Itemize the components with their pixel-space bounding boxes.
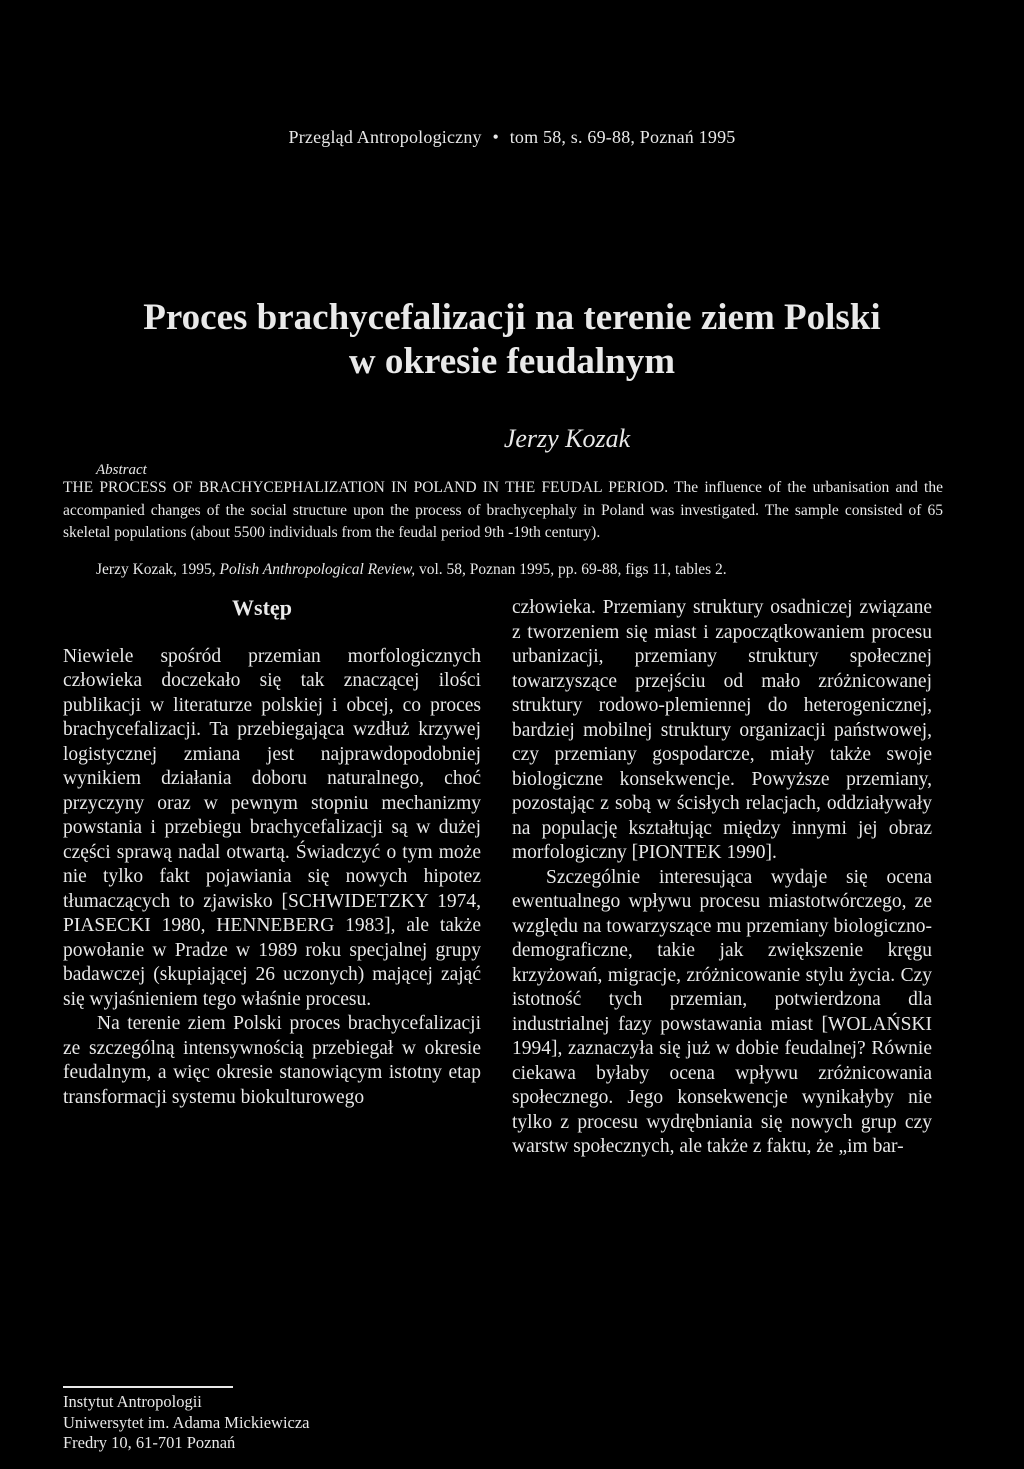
section-title: Wstęp [232,595,292,620]
body-column-left [63,596,481,1110]
journal-volume: tom 58, s. 69-88, Poznań 1995 [509,127,736,147]
author-name: Jerzy Kozak [503,424,631,453]
affiliation [63,1392,310,1454]
affiliation-line-3: Fredry 10, 61-701 Poznań [63,1433,236,1452]
article-title [0,296,1024,384]
citation [96,561,727,579]
paragraph: Na terenie ziem Polski proces brachycefalizacji ze szczególną intensywnością przebiegał w okresie feudalnym, a więc okresie stanowiącym istotny etap transformacji systemu biokulturowego [63,1013,481,1108]
title-line-2: w okresie feudalnym [348,341,676,382]
journal-header [0,127,1024,148]
citation-prefix: Jerzy Kozak, 1995, [96,561,216,578]
title-line-1: Proces brachycefalizacji na terenie ziem Polski [143,297,881,338]
affiliation-line-2: Uniwersytet im. Adama Mickiewicza [63,1412,310,1432]
abstract-label: Abstract [96,462,147,478]
paragraph: Niewiele spośród przemian morfologicznych człowieka doczekało się tak znaczącej ilości publikacji w literaturze polskiej i obcej, co proces brachycefalizacji. Ta przebiegająca wzdłuż krzywej logistycznej zmiana jest najprawdopodobniej wynikiem działania doboru naturalnego, choć przyczyny oraz w pewnym stopniu mechanizmy powstania i przebiegu brachycefalizacji są w dużej części sprawą nadal otwartą. Świadczyć o tym może nie tylko fakt pojawiania się nowych hipotez tłumaczących to zjawisko [SCHWIDETZKY 1974, PIASECKI 1980, HENNEBERG 1983], ale także powołanie w Pradze w 1989 roku specjalnej grupy badawczej (skupiającej 26 uczonych) mającej zająć się wyjaśnieniem tego właśnie procesu. [63,645,481,1010]
paragraph: człowieka. Przemiany struktury osadniczej związane z tworzeniem się miast i zapoczątkowaniem procesu urbanizacji, przemiany struktury społecznej towarzyszące przejściu od mało zróżnicowanej struktury rodowo-plemiennej do heterogenicznej, bardziej mobilnej struktury organizacji państwowej, czy przemiany gospodarcze, miały także swoje biologiczne konsekwencje. Powyższe przemiany, pozostając z sobą w ścisłych relacjach, oddziaływały na populację kształtując między innymi jej obraz morfologiczny [PIONTEK 1990]. [512,597,932,863]
affiliation-line-1: Instytut Antropologii [63,1392,202,1411]
paragraph: Szczególnie interesująca wydaje się ocena ewentualnego wpływu procesu miastotwórczego, ze względu na towarzyszące mu przemiany biologiczno-demograficzne, takie jak zwiększenie kręgu krzyżowań, migracje, zróżnicowanie stylu życia. Czy istotność tych przemian, potwierdzona dla industrialnej fazy powstawania miast [WOLAŃSKI 1994], zaznaczyła się już w dobie feudalnej? Równie ciekawa byłaby ocena wpływu zróżnicowania społecznego. Jego konsekwencje wynikałyby nie tylko z procesu wydrębniania się nowych grup czy warstw społecznych, ale także z faktu, że „im bar- [512,866,932,1157]
citation-suffix: vol. 58, Poznan 1995, pp. 69-88, figs 11, tables 2. [419,561,727,578]
separator-bullet: • [492,127,499,147]
citation-journal: Polish Anthropological Review, [219,561,416,578]
journal-name: Przegląd Antropologiczny [288,127,482,147]
abstract-text: THE PROCESS OF BRACHYCEPHALIZATION IN POLAND IN THE FEUDAL PERIOD. The influence of the urbanisation and the accompanied changes of the social structure upon the process of brachycephaly in Poland was investigated. The sample consisted of 65 skeletal populations (about 5500 individuals from the feudal period 9th -19th century). [63,479,943,541]
footnote-rule [63,1386,233,1388]
body-column-right [512,596,932,1160]
